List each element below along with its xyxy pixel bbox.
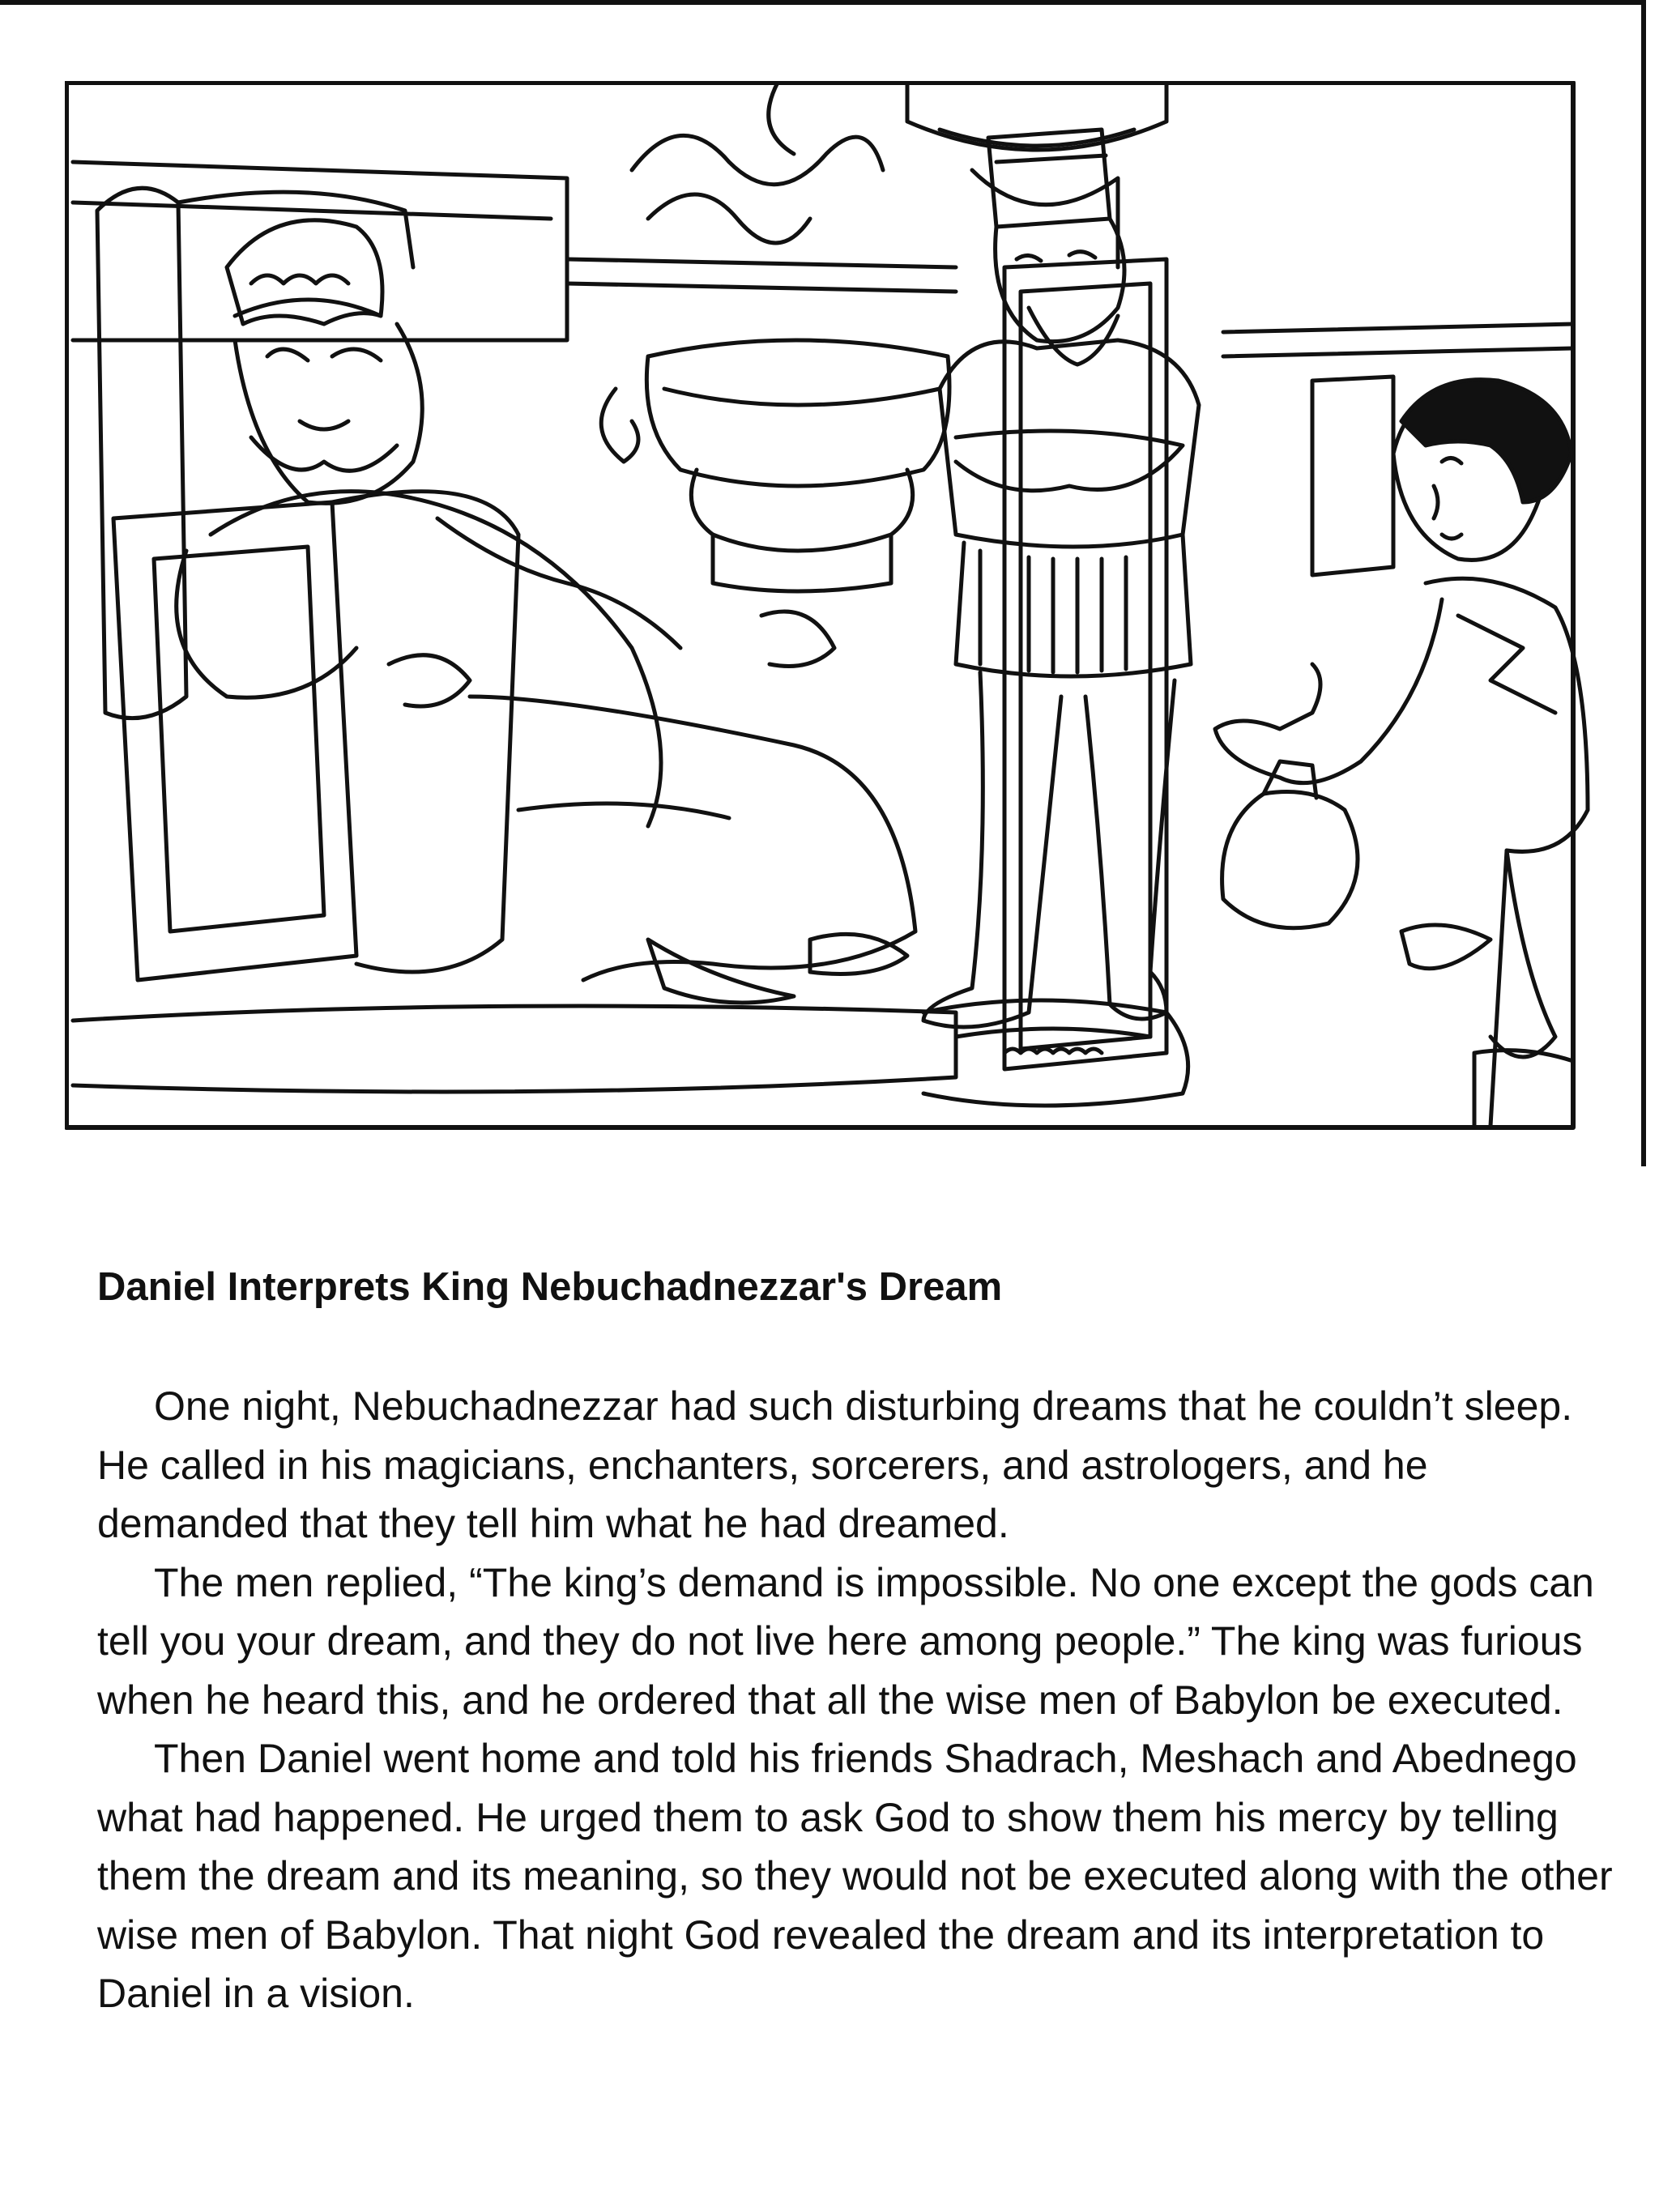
page-border-top bbox=[0, 0, 1644, 5]
story-paragraph-1: One night, Nebuchadnezzar had such disturbing dreams that he couldn’t sleep. He called in his magicians, enchanters, sorcerers, and astrologers, and he demanded that they tell him what he had dreamed. bbox=[97, 1383, 1573, 1546]
ceiling-ornament bbox=[907, 83, 1166, 267]
story-title: Daniel Interprets King Nebuchadnezzar's Dream bbox=[97, 1265, 1003, 1309]
throne bbox=[73, 188, 956, 1092]
story-paragraph-3: Then Daniel went home and told his friends Shadrach, Meshach and Abednego what had happened. He urged them to ask God to show them his mercy by telling them the dream and its meaning, so they would not be executed along with the other wise men of Babylon. That night God revealed the dream and its interpretation to Daniel in a vision. bbox=[97, 1736, 1613, 2016]
coloring-illustration bbox=[65, 81, 1620, 1134]
illustration-svg bbox=[65, 81, 1620, 1134]
daniel-figure bbox=[1215, 380, 1588, 1126]
story-paragraph-2: The men replied, “The king’s demand is impossible. No one except the gods can tell you your dream, and they do not live here among people.” The king was furious when he heard this, and he ordered that all the wise men of Babylon be executed. bbox=[97, 1559, 1594, 1723]
illustration-frame bbox=[66, 83, 1573, 1127]
brazier bbox=[601, 340, 949, 591]
king-figure bbox=[177, 220, 915, 1003]
story-body bbox=[97, 1377, 1620, 2023]
smoke-swirls bbox=[632, 83, 883, 243]
page-border-right bbox=[1641, 0, 1646, 1166]
sack bbox=[1222, 761, 1358, 928]
